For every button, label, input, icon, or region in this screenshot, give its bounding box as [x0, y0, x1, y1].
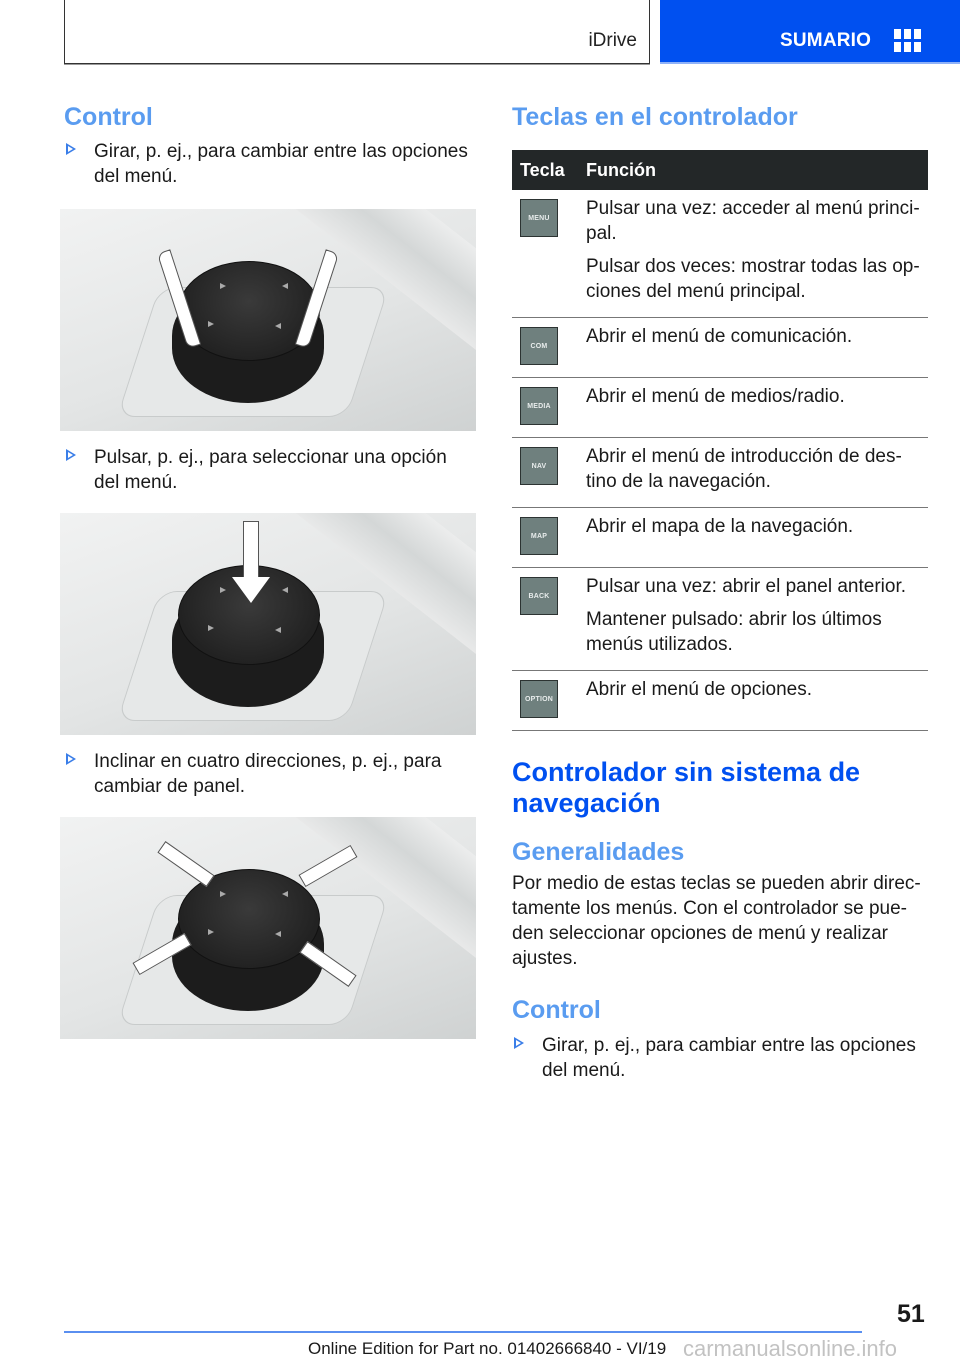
right-column: [512, 100, 928, 1083]
table-row: NAV Abrir el menú de introducción de des-tino de la navegación.: [512, 438, 928, 508]
list-item: Girar, p. ej., para cambiar entre las opciones del menú.: [512, 1033, 928, 1083]
controller-tilt-illustration: [60, 817, 476, 1039]
nav-key-icon: NAV: [520, 447, 558, 485]
breadcrumb[interactable]: iDrive: [588, 30, 637, 51]
watermark: carmanualsonline.info: [683, 1336, 898, 1361]
section-heading-general: Generalidades: [512, 838, 685, 866]
bullet-triangle-icon: [66, 143, 76, 155]
list-item: Girar, p. ej., para cambiar entre las opciones del menú.: [64, 139, 476, 189]
table-row: BACK Pulsar una vez: abrir el panel anterior. Mantener pulsado: abrir los últimos menús utilizados.: [512, 568, 928, 671]
section-title: Controlador sin sistema de navegación: [512, 757, 861, 818]
bullet-triangle-icon: [514, 1037, 524, 1049]
com-key-icon: COM: [520, 327, 558, 365]
page-number: 51: [897, 1300, 925, 1328]
table-header-row: [512, 150, 928, 190]
bullet-triangle-icon: [66, 449, 76, 461]
grid-icon: [894, 29, 922, 53]
edition-text: Online Edition for Part no. 01402666840 - VI/19: [308, 1339, 667, 1358]
bullet-triangle-icon: [66, 753, 76, 765]
header-breadcrumb-box: [64, 0, 650, 64]
section-heading-control: Control: [64, 103, 153, 131]
column-header-key: Tecla: [512, 150, 578, 190]
table-row: OPTION Abrir el menú de opciones.: [512, 671, 928, 731]
keys-table: [512, 150, 928, 731]
table-row: MEDIA Abrir el menú de medios/radio.: [512, 378, 928, 438]
menu-key-icon: MENU: [520, 199, 558, 237]
column-header-function: Función: [578, 150, 928, 190]
table-row: COM Abrir el menú de comunicación.: [512, 318, 928, 378]
back-key-icon: BACK: [520, 577, 558, 615]
footer-divider: [64, 1331, 862, 1333]
table-row: MENU Pulsar una vez: acceder al menú princi-pal. Pulsar dos veces: mostrar todas las op-ciones del menú principal.: [512, 190, 928, 318]
summary-label: SUMARIO: [780, 30, 872, 51]
summary-button[interactable]: [660, 0, 960, 64]
media-key-icon: MEDIA: [520, 387, 558, 425]
controller-rotate-illustration: [60, 209, 476, 431]
table-row: MAP Abrir el mapa de la navegación.: [512, 508, 928, 568]
list-item: Pulsar, p. ej., para seleccionar una opción del menú.: [64, 445, 476, 495]
section-heading-control-2: Control: [512, 996, 601, 1024]
list-item: Inclinar en cuatro direcciones, p. ej., para cambiar de panel.: [64, 749, 476, 799]
general-paragraph: Por medio de estas teclas se pueden abrir direc-tamente los menús. Con el controlador se pue-den seleccionar opciones de menú y realizar ajustes.: [512, 873, 921, 969]
map-key-icon: MAP: [520, 517, 558, 555]
option-key-icon: OPTION: [520, 680, 558, 718]
controller-press-illustration: [60, 513, 476, 735]
section-heading-keys: Teclas en el controlador: [512, 103, 798, 131]
left-column: [64, 100, 476, 1039]
